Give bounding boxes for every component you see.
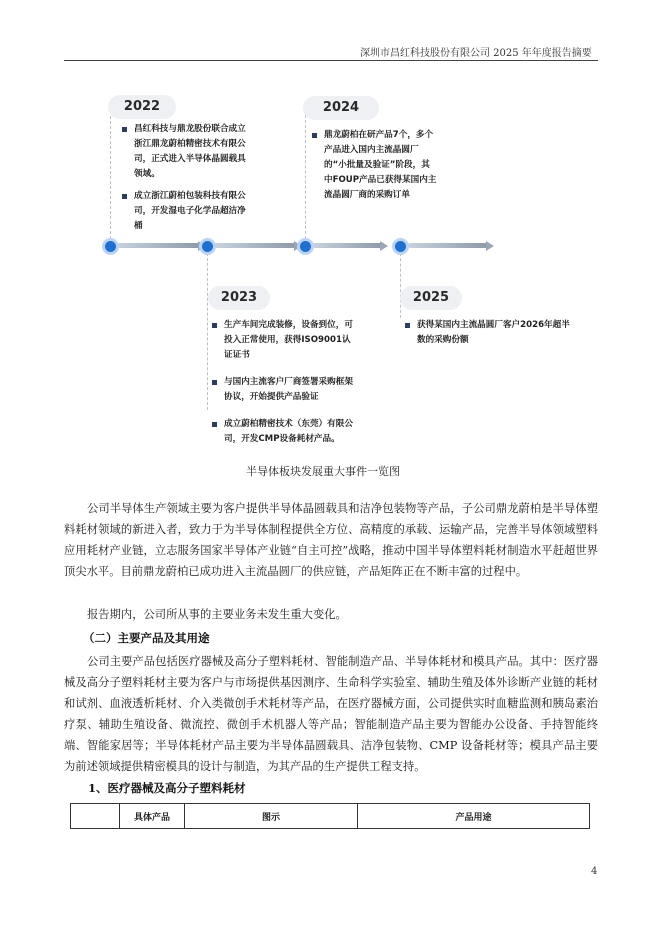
- event-item: 鼎龙蔚柏在研产品7个，多个产品进入国内主流晶圆厂的“小批量及验证”阶段，其中FOUP产品已获得某国内主流晶圆厂商的采购订单: [311, 128, 437, 203]
- year-label-2022: 2022: [108, 95, 176, 119]
- report-header-title: 深圳市昌红科技股份有限公司 2025 年年度报告摘要: [360, 48, 592, 59]
- connector-2022: [110, 106, 111, 244]
- table-header-row: [71, 804, 590, 829]
- event-list-2022: [121, 122, 249, 241]
- paragraph-semiconductor: 公司半导体生产领域主要为客户提供半导体晶圆载具和洁净包装物等产品，子公司鼎龙蔚柏是半导体塑料耗材领域的新进入者，致力于为半导体制程提供全方位、高精度的承载、运输产品，完善半导体领域塑料应用耗材产业链，立志服务国家半导体产业链“自主可控”战略，推动中国半导体塑料耗材制造水平赶超世界顶尖水平。目前鼎龙蔚柏已成功进入主流晶圆厂的供应链，产品矩阵正在不断丰富的过程中。: [64, 502, 598, 578]
- table-header-cell: 产品用途: [358, 804, 590, 829]
- timeline-segment: [312, 243, 382, 248]
- event-list-2025: [404, 318, 570, 355]
- table-header-cell: 图示: [185, 804, 358, 829]
- timeline-dot-2024: [297, 238, 314, 255]
- event-list-2024: [311, 128, 437, 210]
- timeline-arrow: [380, 241, 388, 251]
- event-item: 获得某国内主流晶圆厂客户2026年超半数的采购份额: [404, 318, 570, 348]
- event-item: 昌红科技与鼎龙股份联合成立浙江鼎龙蔚柏精密技术有限公司，正式进入半导体晶圆载具领域。: [121, 122, 249, 182]
- event-list-2023: [211, 318, 357, 454]
- timeline-arrow: [486, 241, 494, 251]
- year-label-2025: 2025: [400, 286, 462, 310]
- year-label-2024: 2024: [303, 96, 379, 120]
- event-item: 生产车间完成装修，设备到位，可投入正常使用，获得ISO9001认证证书: [211, 318, 357, 363]
- page-number: 4: [591, 866, 598, 877]
- subsection-heading-medical: 1、医疗器械及高分子塑料耗材: [88, 781, 246, 795]
- connector-2024: [305, 110, 306, 244]
- event-item: 与国内主流客户厂商签署采购框架协议，开始提供产品验证: [211, 375, 357, 405]
- connector-2023: [207, 248, 208, 410]
- table-header-cell: 具体产品: [120, 804, 185, 829]
- event-item: 成立蔚柏精密技术（东莞）有限公司，开发CMP设备耗材产品。: [211, 417, 357, 447]
- timeline-segment: [214, 243, 296, 248]
- connector-2025: [400, 248, 401, 318]
- year-label-2023: 2023: [208, 286, 270, 310]
- timeline-dot-2025: [392, 238, 409, 255]
- paragraph-main-products: 公司主要产品包括医疗器械及高分子塑料耗材、智能制造产品、半导体耗材和模具产品。其中：医疗器械及高分子塑料耗材主要为客户与市场提供基因测序、生命科学实验室、辅助生殖及体外诊断产业链的耗材和试剂、血液透析耗材、介入类微创手术耗材等产品，在医疗器械方面，公司提供实时血糖监测和胰岛素治疗泵、辅助生殖设备、微流控、微创手术机器人等产品；智能制造产品主要为智能办公设备、手持智能终端、智能家居等；半导体耗材产品主要为半导体晶圆载具、洁净包装物、CMP 设备耗材等；模具产品主要为前述领域提供精密模具的设计与制造，为其产品的生产提供工程支持。: [64, 655, 598, 773]
- product-table: [70, 803, 590, 829]
- timeline-dot-2022: [102, 238, 119, 255]
- paragraph-business-unchanged: 报告期内，公司所从事的主要业务未发生重大变化。: [87, 608, 347, 621]
- section-heading-main-products: （二）主要产品及其用途: [83, 631, 210, 645]
- table-header-cell: [71, 804, 120, 829]
- timeline-segment: [116, 243, 200, 248]
- event-item: 成立浙江蔚柏包装科技有限公司，开发湿电子化学品超洁净桶: [121, 189, 249, 234]
- timeline-segment: [408, 243, 488, 248]
- figure-caption: 半导体板块发展重大事件一览图: [246, 465, 400, 478]
